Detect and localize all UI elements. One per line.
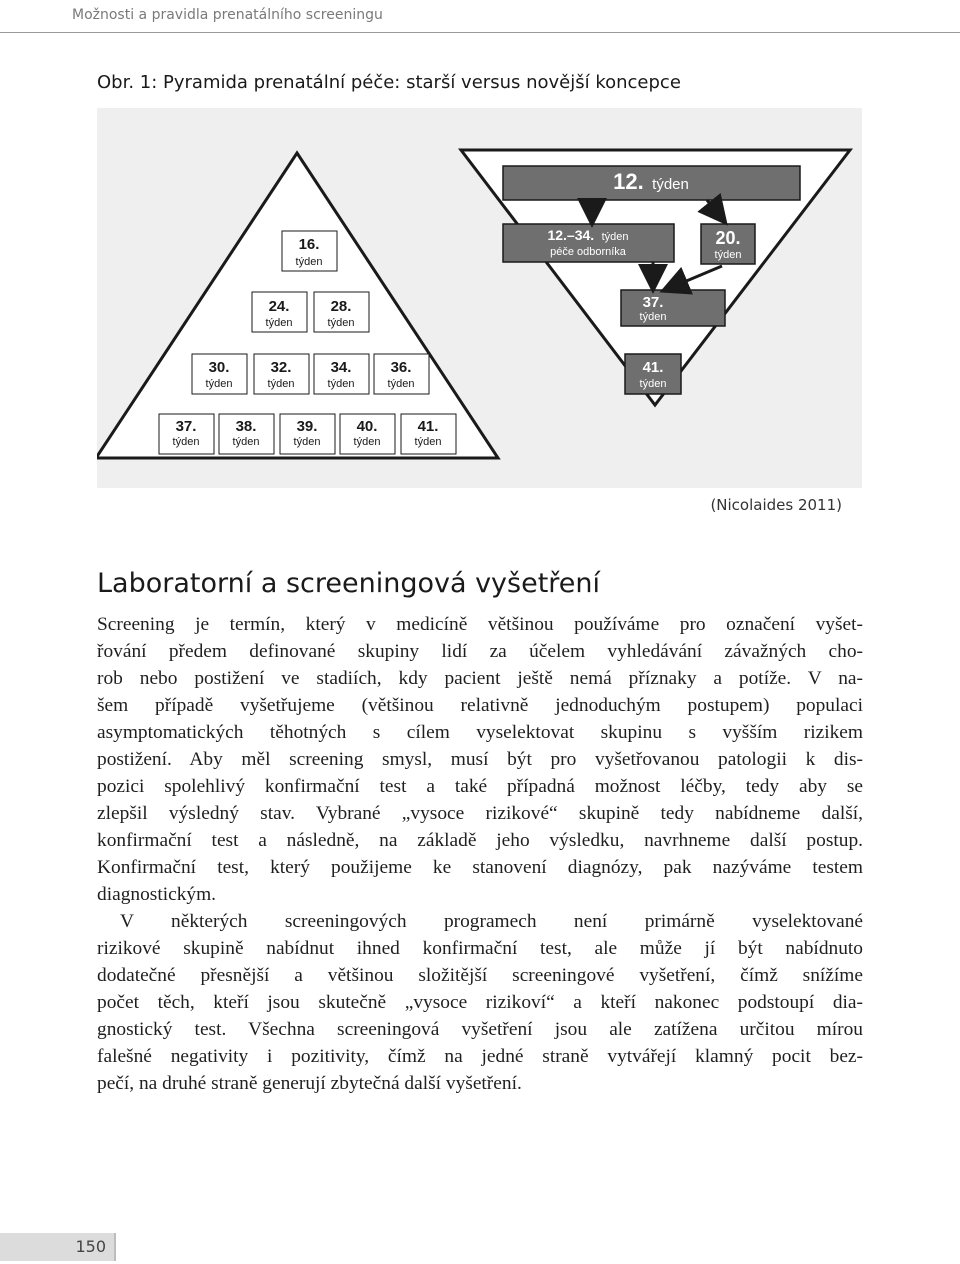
text-line: konfirmační test a následně, na základě jeho výsledku, navrhneme další postup. bbox=[97, 830, 863, 851]
text-line: Konfirmační test, který použijeme ke stanovení diagnózy, pak nazýváme testem bbox=[97, 857, 863, 878]
text-line: rizikové skupině nabídnut ihned konfirmační test, ale může jí být nabídnuto bbox=[97, 938, 863, 959]
text-line: diagnostickým. bbox=[97, 884, 217, 905]
page-number-tab bbox=[0, 1233, 116, 1261]
text-line: Screening je termín, který v medicíně většinou používáme pro označení vyšet- bbox=[97, 614, 863, 635]
week-word: týden bbox=[387, 378, 415, 390]
week-number: 41. bbox=[417, 418, 439, 435]
pyramid-diagram bbox=[97, 108, 862, 488]
week-word: týden bbox=[639, 311, 667, 323]
text-line: pozici spolehlivý konfirmační test a také případná možnost léčby, tedy aby se bbox=[97, 776, 863, 797]
running-head bbox=[0, 0, 960, 33]
figure-pyramids bbox=[97, 108, 862, 488]
text-line: řování předem definované skupiny lidí za účelem vyhledávání závažných cho- bbox=[97, 641, 863, 662]
text-line: šem případě vyšetřujeme (většinou relativně jednoduchým postupem) populaci bbox=[97, 695, 863, 716]
running-head-title: Možnosti a pravidla prenatálního screeningu bbox=[72, 7, 383, 23]
new-pyramid-expert-care bbox=[503, 224, 674, 262]
text-line: dodatečné přesnější a většinou složitější screeningové vyšetření, čímž snížíme bbox=[97, 965, 863, 986]
week-number: 30. bbox=[208, 359, 230, 376]
week-word: týden bbox=[293, 436, 321, 448]
page-number: 150 bbox=[75, 1237, 106, 1256]
week-number: 39. bbox=[296, 418, 318, 435]
week-number: 34. bbox=[330, 359, 352, 376]
text-line: V některých screeningových programech není primárně vyselektované bbox=[120, 911, 863, 932]
new-pyramid-week-41 bbox=[625, 354, 681, 394]
week-word: týden bbox=[295, 256, 323, 268]
new-pyramid-week-37 bbox=[621, 290, 725, 326]
text-line: falešné negativity i pozitivity, čímž na jedné straně vytvářejí klamný pocit bez- bbox=[97, 1046, 863, 1067]
text-line: asymptomatických těhotných s cílem vyselektovat skupinu s vyšším rizikem bbox=[97, 722, 863, 743]
body-text bbox=[97, 611, 863, 1097]
week-word: týden bbox=[172, 436, 200, 448]
figure-source: (Nicolaides 2011) bbox=[710, 496, 842, 514]
week-word: týden bbox=[414, 436, 442, 448]
week-word: týden bbox=[601, 231, 629, 243]
week-word: týden bbox=[327, 317, 355, 329]
week-number: 20. bbox=[715, 228, 741, 248]
week-word: týden bbox=[327, 378, 355, 390]
week-number: 24. bbox=[268, 298, 290, 315]
week-word: týden bbox=[714, 249, 742, 261]
text-line: rob nebo postižení ve stadiích, kdy pacient ještě nemá příznaky a potíže. V na- bbox=[97, 668, 863, 689]
week-number: 37. bbox=[175, 418, 197, 435]
week-number: 28. bbox=[330, 298, 352, 315]
week-word: týden bbox=[267, 378, 295, 390]
week-number: 37. bbox=[642, 294, 664, 311]
week-number: 40. bbox=[356, 418, 378, 435]
week-word: týden bbox=[639, 378, 667, 390]
section-heading: Laboratorní a screeningová vyšetření bbox=[97, 568, 601, 599]
week-box bbox=[621, 290, 725, 326]
text-line: zlepšil výsledný stav. Vybrané „vysoce rizikové“ skupině tedy nabídneme další, bbox=[97, 803, 863, 824]
old-pyramid-row-1 bbox=[282, 231, 337, 271]
figure-title: Obr. 1: Pyramida prenatální péče: starší versus novější koncepce bbox=[97, 72, 681, 93]
week-number: 12. bbox=[613, 169, 644, 194]
week-word: týden bbox=[265, 317, 293, 329]
week-number: 36. bbox=[390, 359, 412, 376]
old-pyramid-row-4 bbox=[159, 414, 456, 454]
week-word: týden bbox=[353, 436, 381, 448]
week-word: týden bbox=[652, 176, 689, 193]
text-line: pečí, na druhé straně generují zbytečná další vyšetření. bbox=[97, 1073, 522, 1094]
text-line: postižení. Aby měl screening smysl, musí být pro vyšetřovanou patologii k dis- bbox=[97, 749, 863, 770]
week-number: 41. bbox=[642, 359, 664, 376]
week-word: týden bbox=[232, 436, 260, 448]
week-number: 12.–34. bbox=[547, 227, 595, 243]
text-line: gnostický test. Všechna screeningová vyšetření jsou ale zatížena určitou mírou bbox=[97, 1019, 863, 1040]
new-pyramid-week-20 bbox=[701, 224, 755, 264]
week-word: týden bbox=[205, 378, 233, 390]
week-number: 16. bbox=[298, 236, 320, 253]
expert-care-label: péče odborníka bbox=[550, 246, 626, 258]
text-line: počet těch, kteří jsou skutečně „vysoce rizikoví“ a kteří nakonec podstoupí dia- bbox=[97, 992, 863, 1013]
week-number: 38. bbox=[235, 418, 257, 435]
new-pyramid-week-12 bbox=[503, 166, 800, 200]
week-number: 32. bbox=[270, 359, 292, 376]
